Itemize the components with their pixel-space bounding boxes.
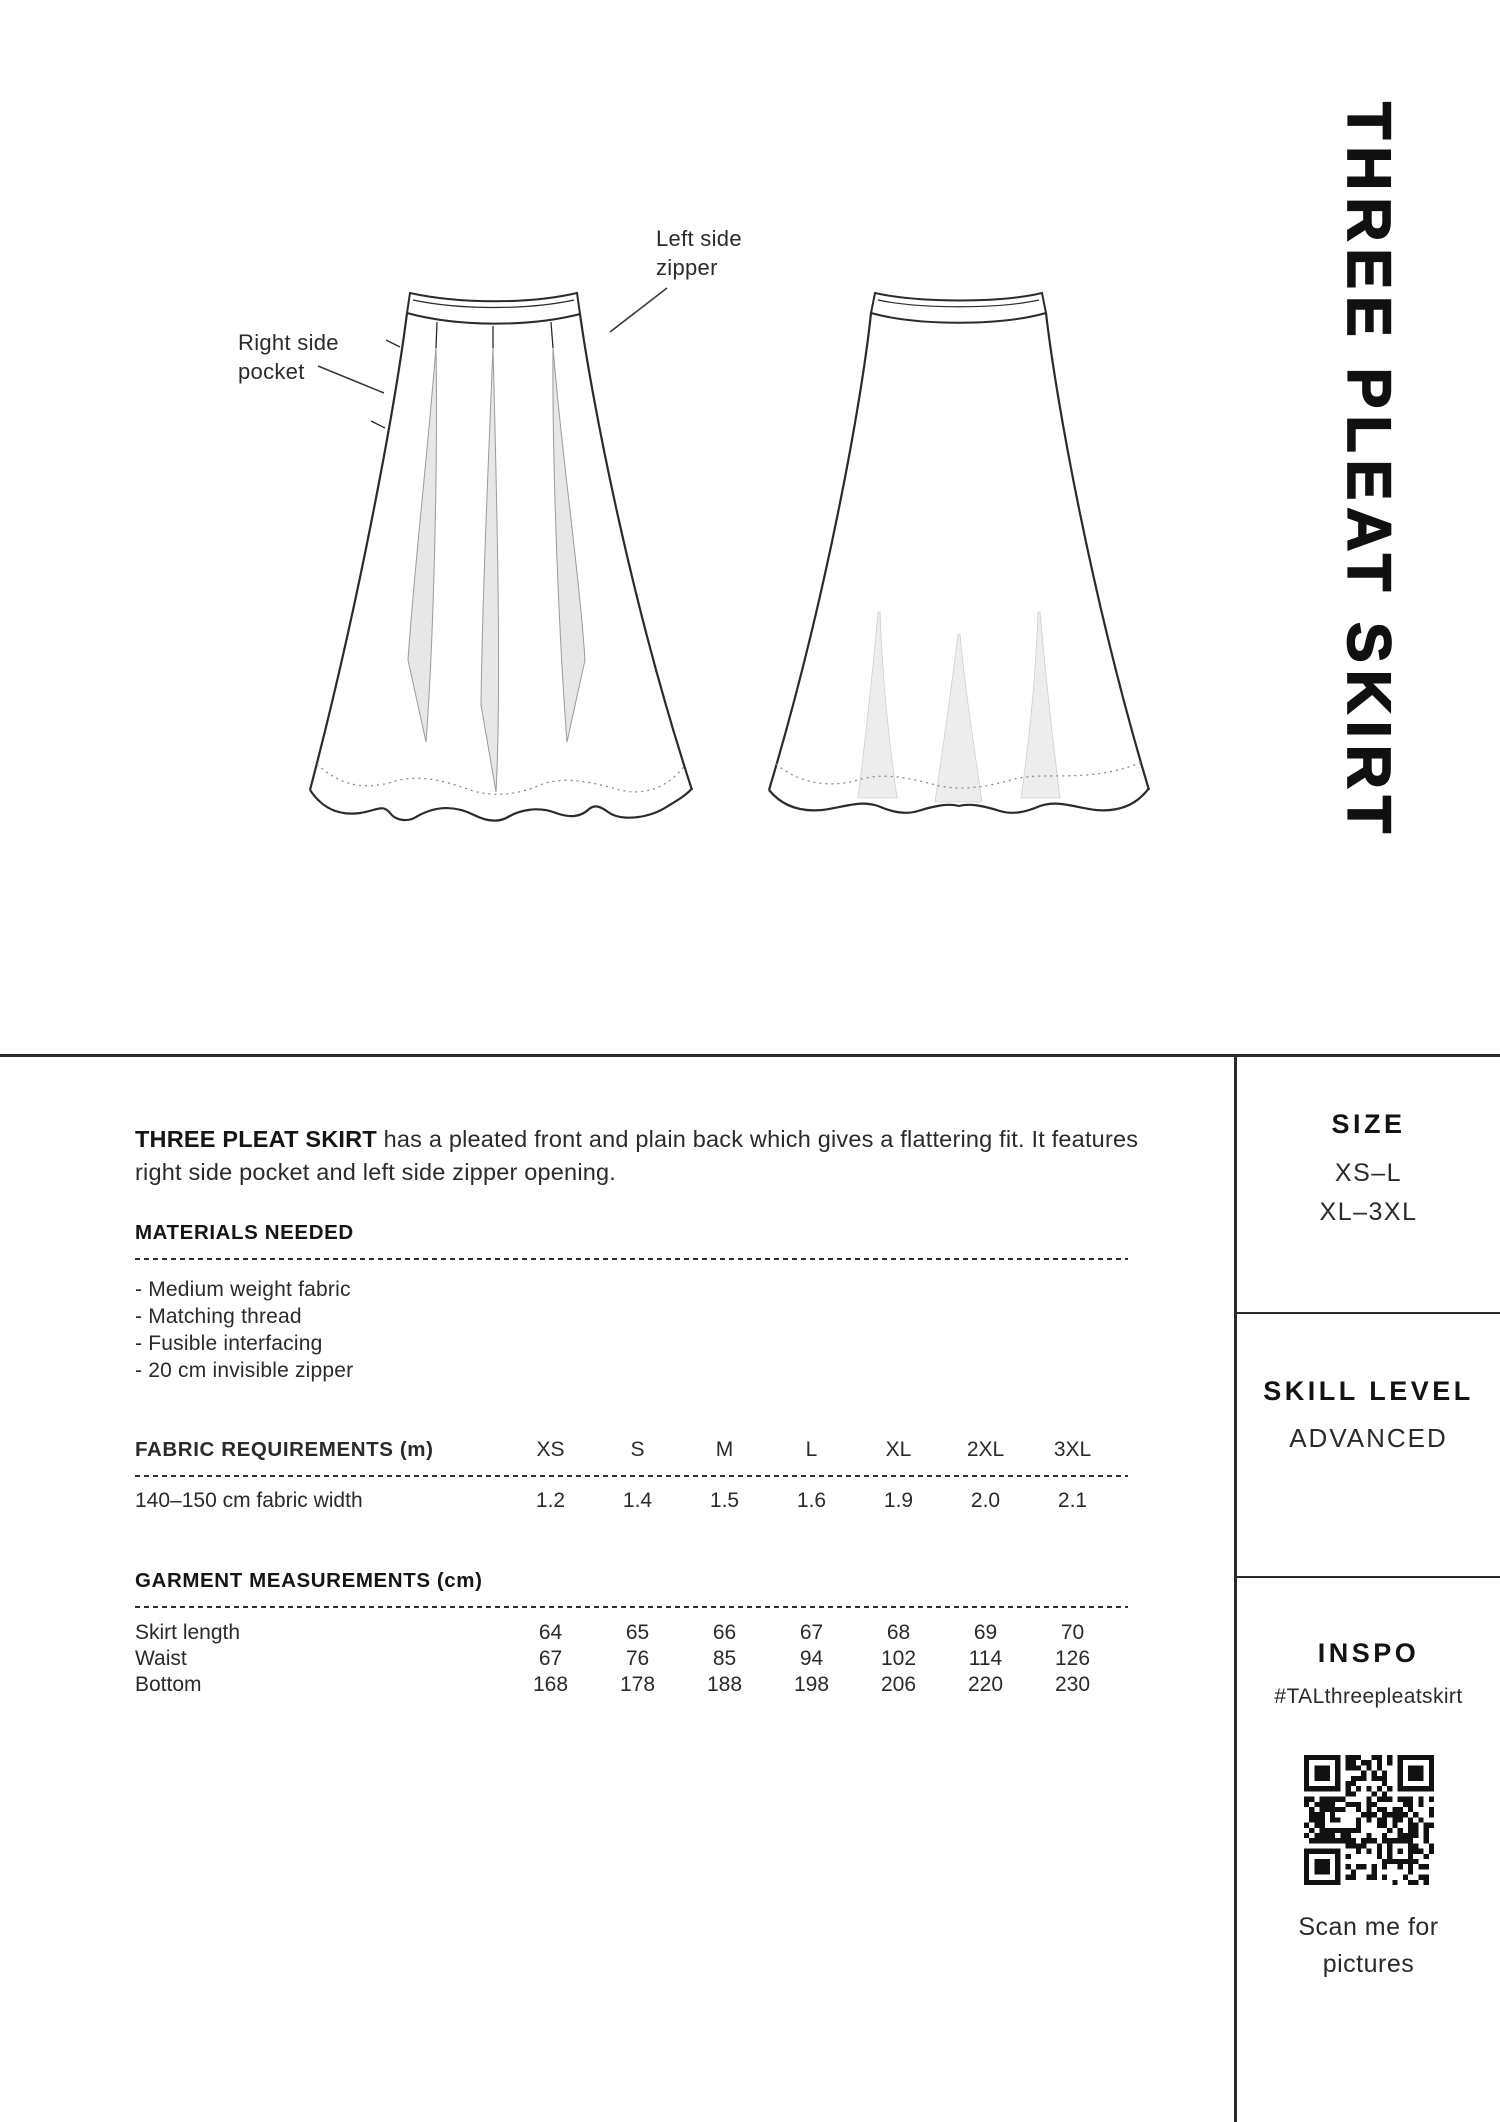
table-row: [135, 1620, 1128, 1646]
fabric-value: 1.4: [622, 1489, 653, 1512]
measurement-value: 188: [706, 1673, 743, 1696]
fabric-value: 1.2: [535, 1489, 566, 1512]
back-flare-center: [935, 634, 982, 802]
page-title-vertical: THREE PLEAT SKIRT: [1335, 102, 1403, 841]
measurement-label: Bottom: [135, 1673, 202, 1696]
size-column-header: 3XL: [1053, 1438, 1092, 1461]
zipper-pointer-line: [610, 288, 667, 332]
qr-caption: [1298, 1909, 1438, 1983]
size-column-header: L: [805, 1438, 818, 1461]
measurement-value: 67: [538, 1647, 563, 1670]
measurement-label: Skirt length: [135, 1621, 241, 1644]
materials-item: - 20 cm invisible zipper: [135, 1359, 354, 1382]
qr-code: [1304, 1755, 1434, 1885]
info-sidebar: [1234, 1057, 1500, 2122]
garment-measurements-table: [135, 1620, 1234, 1698]
fabric-requirements-header-row: [135, 1438, 1128, 1462]
fabric-value: 1.6: [796, 1489, 827, 1512]
measurement-value: 66: [712, 1621, 737, 1644]
garment-measurements-heading: GARMENT MEASUREMENTS (cm): [135, 1569, 483, 1592]
garment-rule: [135, 1606, 1128, 1608]
measurement-value: 67: [799, 1621, 824, 1644]
fabric-rule: [135, 1475, 1128, 1477]
skirt-technical-drawing: [0, 0, 1500, 1057]
table-row: [135, 1646, 1128, 1672]
measurement-value: 126: [1054, 1647, 1091, 1670]
measurement-value: 220: [967, 1673, 1004, 1696]
size-range-line: XS–L: [1334, 1159, 1403, 1187]
front-hem-stitch-line: [317, 764, 686, 794]
materials-item: - Medium weight fabric: [135, 1278, 351, 1301]
materials-rule: [135, 1258, 1128, 1260]
measurement-value: 168: [532, 1673, 569, 1696]
measurement-value: 68: [886, 1621, 911, 1644]
front-pleat-center: [481, 347, 499, 792]
qr-caption-line: Scan me for: [1298, 1913, 1439, 1941]
qr-caption-line: pictures: [1322, 1950, 1415, 1978]
measurement-value: 230: [1054, 1673, 1091, 1696]
size-column-header: 2XL: [966, 1438, 1005, 1461]
pocket-annotation: [238, 328, 339, 386]
front-pleat-left: [408, 347, 436, 742]
size-column-header: S: [630, 1438, 645, 1461]
measurement-value: 65: [625, 1621, 650, 1644]
back-skirt-drawing: [769, 293, 1149, 813]
measurement-value: 206: [880, 1673, 917, 1696]
table-row: [135, 1672, 1128, 1698]
measurement-value: 114: [968, 1647, 1003, 1670]
materials-item: - Matching thread: [135, 1305, 302, 1328]
measurement-value: 94: [799, 1647, 824, 1670]
back-flare-left: [858, 612, 897, 798]
measurement-value: 69: [973, 1621, 998, 1644]
front-pleat-right: [553, 347, 585, 742]
size-column-header: XL: [885, 1438, 912, 1461]
measurement-value: 102: [880, 1647, 917, 1670]
size-range-line: XL–3XL: [1319, 1198, 1418, 1226]
size-heading: SIZE: [1331, 1109, 1406, 1139]
fabric-width-label: 140–150 cm fabric width: [135, 1489, 363, 1512]
measurement-value: 64: [538, 1621, 563, 1644]
inspo-heading: INSPO: [1317, 1638, 1420, 1668]
inspo-section: [1237, 1578, 1500, 2117]
measurement-value: 198: [793, 1673, 830, 1696]
intro-paragraph: [135, 1123, 1140, 1189]
inspo-hashtag: #TALthreepleatskirt: [1274, 1685, 1463, 1708]
intro-text: has a pleated front and plain back which gives a flattering fit. It features right side pocket and left side zipper opening.: [135, 1126, 1139, 1185]
zipper-annotation-line2: zipper: [656, 255, 718, 280]
measurement-value: 85: [712, 1647, 737, 1670]
fabric-value: 2.0: [970, 1489, 1001, 1512]
front-skirt-drawing: [310, 293, 692, 821]
details-section: [0, 1057, 1234, 2122]
pocket-annotation-line2: pocket: [238, 359, 305, 384]
skill-level-section: [1237, 1314, 1500, 1578]
skill-level-value: ADVANCED: [1289, 1423, 1448, 1453]
fabric-requirements-heading: FABRIC REQUIREMENTS (m): [135, 1438, 434, 1461]
measurement-label: Waist: [135, 1647, 187, 1670]
skill-level-heading: SKILL LEVEL: [1263, 1376, 1474, 1406]
materials-list: [135, 1276, 1234, 1384]
intro-bold-title: THREE PLEAT SKIRT: [135, 1126, 377, 1152]
zipper-annotation-line1: Left side: [656, 226, 742, 251]
size-column-header: XS: [536, 1438, 565, 1461]
materials-heading: MATERIALS NEEDED: [135, 1221, 354, 1244]
measurement-value: 76: [625, 1647, 650, 1670]
size-range: [1320, 1154, 1418, 1232]
size-section: [1237, 1057, 1500, 1314]
measurement-value: 70: [1060, 1621, 1085, 1644]
zipper-annotation: [656, 224, 742, 282]
fabric-value: 2.1: [1057, 1489, 1088, 1512]
measurement-value: 178: [619, 1673, 656, 1696]
size-column-header: M: [715, 1438, 734, 1461]
pocket-annotation-line1: Right side: [238, 330, 339, 355]
fabric-value: 1.9: [883, 1489, 914, 1512]
fabric-width-row: [135, 1489, 1128, 1513]
fabric-value: 1.5: [709, 1489, 740, 1512]
back-flare-right: [1021, 612, 1060, 798]
materials-item: - Fusible interfacing: [135, 1332, 323, 1355]
